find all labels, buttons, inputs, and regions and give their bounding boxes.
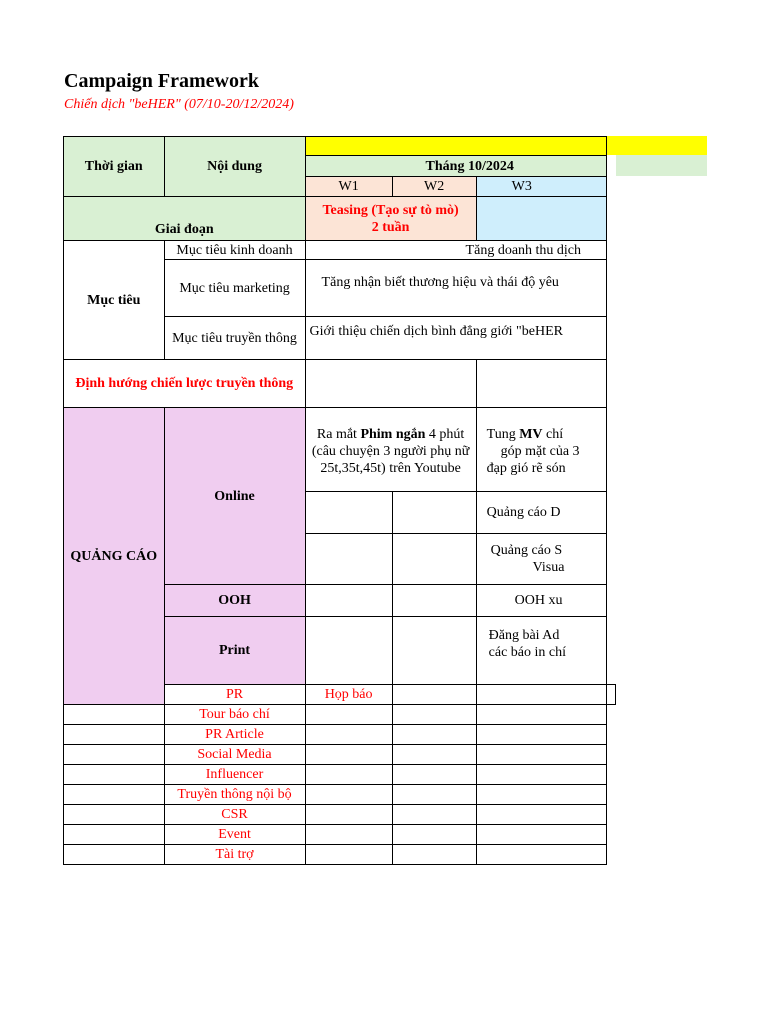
pr-cell [476,785,606,805]
online-w2-cell [392,492,476,534]
pr-cell [305,745,392,765]
header-month: Tháng 10/2024 [305,156,606,177]
goal-marketing-text: Tăng nhận biết thương hiệu và thái độ yêu [305,260,606,317]
strategy-label: Định hướng chiến lược truyền thông [64,360,306,408]
online-w1-cell [305,492,392,534]
pr-blank [64,785,165,805]
pr-cell [476,705,606,725]
pr-cell [476,765,606,785]
pr-item: Influencer [164,765,305,785]
pr-item: CSR [164,805,305,825]
print-label: Print [164,617,305,685]
pr-blank [64,765,165,785]
film-line3: 25t,35t,45t) trên Youtube [320,461,461,476]
pr-cell [476,845,606,865]
pr-cell [392,845,476,865]
pr-cell [305,845,392,865]
pr-blank [64,745,165,765]
ooh-w1-cell [305,585,392,617]
ooh-label: OOH [164,585,305,617]
mv-launch [476,408,606,492]
pr-cell [392,705,476,725]
goal-comm-text: Giới thiệu chiến dịch bình đẳng giới "beHER [305,317,606,360]
social-ads-line2: Visua [532,560,565,575]
print-w1-cell [305,617,392,685]
pr-cell [476,745,606,765]
print-line1: Đăng bài Ad [488,628,560,643]
film-line1: Ra mắt Phim ngắn 4 phút [316,427,465,442]
goals-label: Mục tiêu [64,241,165,360]
strategy-cell-2 [476,360,606,408]
week-w3: W3 [476,177,606,197]
goal-comm-label: Mục tiêu truyền thông [164,317,305,360]
mv-line3: đạp gió rẽ són [486,461,566,476]
online-w1-cell-2 [305,534,392,585]
header-time: Thời gian [64,137,165,197]
phase-teasing-duration: 2 tuần [371,219,410,235]
pr-cell [305,725,392,745]
pr-cell [476,825,606,845]
pr-item: Tour báo chí [164,705,305,725]
display-ads: Quảng cáo D [476,492,606,534]
phase-teasing [305,197,476,241]
pr-blank [64,825,165,845]
phase-teasing-name: Teasing (Tạo sự tò mò) [322,202,459,218]
print-text [476,617,606,685]
pr-cell [476,725,606,745]
pr-item: Tài trợ [164,845,305,865]
pr-label: PR [164,685,305,705]
print-w2-cell [392,617,476,685]
pr-cell [392,765,476,785]
pr-cell [392,745,476,765]
pr-cell [607,685,616,705]
film-launch [305,408,476,492]
campaign-subtitle: Chiến dịch "beHER" (07/10-20/12/2024) [64,97,294,112]
pr-item: Truyền thông nội bộ [164,785,305,805]
header-content: Nội dung [164,137,305,197]
pr-cell [392,785,476,805]
pr-blank [64,845,165,865]
week-w2: W2 [392,177,476,197]
pr-cell [305,805,392,825]
mv-line1: Tung MV chí [486,427,564,442]
pr-cell [476,805,606,825]
ooh-w2-cell [392,585,476,617]
pr-blank [64,725,165,745]
mv-line2: góp mặt của 3 [500,444,580,459]
pr-cell [305,765,392,785]
green-header-band [616,155,707,176]
campaign-framework-table [63,136,616,865]
print-line2: các báo in chí [488,645,566,660]
online-label: Online [164,408,305,585]
pr-cell [392,725,476,745]
pr-cell [392,685,476,705]
goal-business-label: Mục tiêu kinh doanh [164,241,305,260]
pr-cell [305,785,392,805]
online-w2-cell-2 [392,534,476,585]
pr-cell [305,825,392,845]
phase-next [476,197,606,241]
pr-item: PR Article [164,725,305,745]
film-line2: (câu chuyện 3 người phụ nữ [311,444,470,459]
strategy-cell-1 [305,360,476,408]
pr-blank [64,805,165,825]
goal-marketing-label: Mục tiêu marketing [164,260,305,317]
social-ads-line1: Quảng cáo S [490,543,563,558]
pr-blank [64,705,165,725]
pr-cell [476,685,606,705]
pr-item: Event [164,825,305,845]
phase-label: Giai đoạn [64,197,306,241]
pr-item: Social Media [164,745,305,765]
pr-cell [305,705,392,725]
header-top-yellow [305,137,606,156]
week-w1: W1 [305,177,392,197]
pr-item: Họp báo [305,685,392,705]
ads-label: QUẢNG CÁO [64,408,165,705]
document-title: Campaign Framework [64,70,259,92]
social-ads [476,534,606,585]
pr-cell [392,825,476,845]
ooh-text: OOH xu [476,585,606,617]
goal-business-text: Tăng doanh thu dịch [305,241,606,260]
pr-cell [392,805,476,825]
